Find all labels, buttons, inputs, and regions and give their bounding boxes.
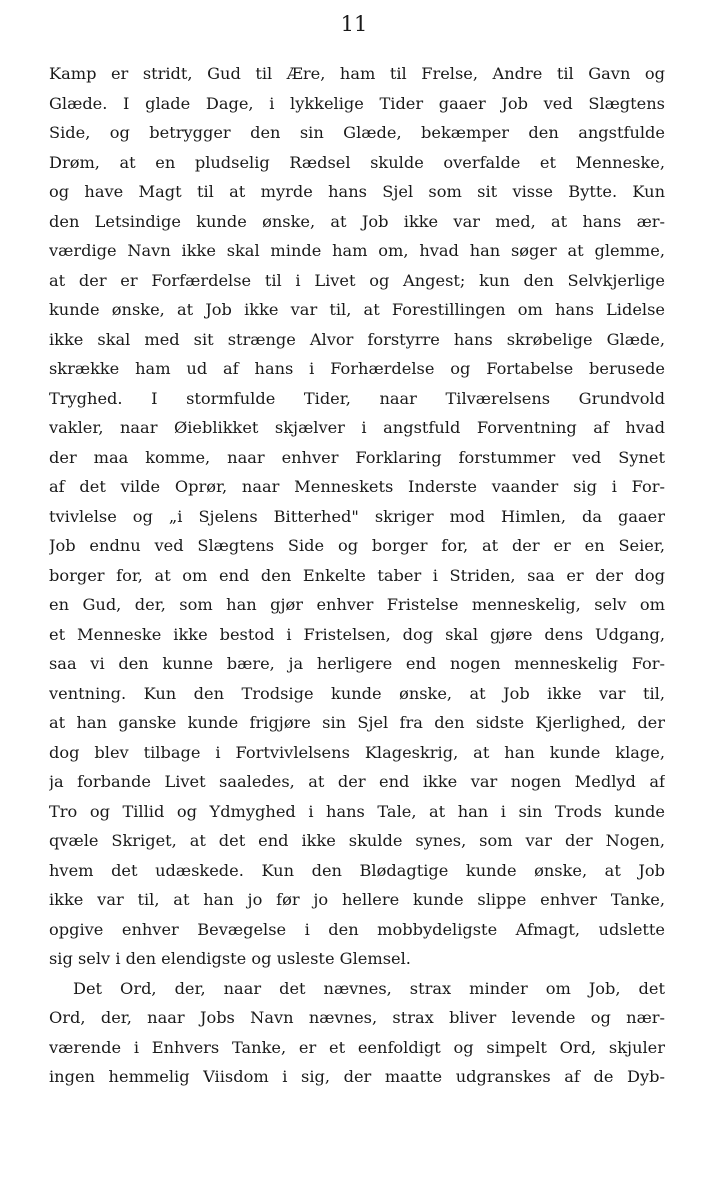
text-line: Drøm, at en pludselig Rædsel skulde overfalde et Menneske, — [49, 152, 665, 172]
text-line: ikke var til, at han jo før jo hellere kunde slippe enhver Tanke, — [49, 890, 665, 909]
text-line: kunde ønske, at Job ikke var til, at Forestillingen om hans Lidelse — [49, 300, 665, 319]
text-line: og have Magt til at myrde hans Sjel som sit visse Bytte. Kun — [49, 182, 665, 201]
text-line: borger for, at om end den Enkelte taber i Striden, saa er der dog — [49, 565, 665, 585]
text-line: værende i Enhvers Tanke, er et eenfoldigt og simpelt Ord, skjuler — [49, 1037, 665, 1057]
text-line: ikke skal med sit strænge Alvor forstyrre hans skrøbelige Glæde, — [49, 329, 665, 349]
text-line: Tro og Tillid og Ydmyghed i hans Tale, at han i sin Trods kunde — [49, 801, 665, 821]
text-line: Tryghed. I stormfulde Tider, naar Tilværelsens Grundvold — [49, 388, 665, 408]
text-line: en Gud, der, som han gjør enhver Fristelse menneskelig, selv om — [49, 595, 665, 614]
body-text — [49, 59, 665, 1092]
page-number: 11 — [340, 12, 368, 36]
text-line: der maa komme, naar enhver Forklaring forstummer ved Synet — [49, 447, 665, 467]
text-line: ingen hemmelig Viisdom i sig, der maatte udgranskes af de Dyb- — [49, 1067, 665, 1086]
text-line: Side, og betrygger den sin Glæde, bekæmper den angstfulde — [49, 123, 665, 142]
text-line: tvivlelse og „i Sjelens Bitterhed" skriger mod Himlen, da gaaer — [49, 506, 665, 526]
text-line: dog blev tilbage i Fortvivlelsens Klageskrig, at han kunde klage, — [49, 742, 665, 762]
text-line: at han ganske kunde frigjøre sin Sjel fra den sidste Kjerlighed, der — [49, 713, 665, 732]
text-line: af det vilde Oprør, naar Menneskets Inderste vaander sig i For- — [49, 477, 665, 496]
text-line: hvem det udæskede. Kun den Blødagtige kunde ønske, at Job — [49, 860, 665, 880]
text-line: skrække ham ud af hans i Forhærdelse og Fortabelse berusede — [49, 359, 665, 378]
text-line: ventning. Kun den Trodsige kunde ønske, at Job ikke var til, — [49, 683, 665, 703]
text-line: Ord, der, naar Jobs Navn nævnes, strax bliver levende og nær- — [49, 1008, 665, 1027]
text-line: værdige Navn ikke skal minde ham om, hvad han søger at glemme, — [49, 241, 665, 260]
text-line: Job endnu ved Slægtens Side og borger for, at der er en Seier, — [49, 536, 665, 555]
text-line-paragraph-start: Det Ord, der, naar det nævnes, strax minder om Job, det — [73, 978, 665, 998]
text-line-paragraph-end: sig selv i den elendigste og usleste Glemsel. — [49, 949, 411, 968]
text-line: vakler, naar Øieblikket skjælver i angstfuld Forventning af hvad — [49, 418, 665, 437]
text-line: Glæde. I glade Dage, i lykkelige Tider gaaer Job ved Slægtens — [49, 93, 665, 113]
text-line: ja forbande Livet saaledes, at der end ikke var nogen Medlyd af — [49, 772, 665, 791]
text-line: at der er Forfærdelse til i Livet og Angest; kun den Selvkjerlige — [49, 270, 665, 290]
text-line: den Letsindige kunde ønske, at Job ikke var med, at hans ær- — [49, 211, 665, 231]
text-line: qvæle Skriget, at det end ikke skulde synes, som var der Nogen, — [49, 831, 665, 850]
text-line: et Menneske ikke bestod i Fristelsen, dog skal gjøre dens Udgang, — [49, 624, 665, 644]
text-line: saa vi den kunne bære, ja herligere end nogen menneskelig For- — [49, 654, 665, 673]
text-line: opgive enhver Bevægelse i den mobbydeligste Afmagt, udslette — [49, 919, 665, 939]
text-line: Kamp er stridt, Gud til Ære, ham til Frelse, Andre til Gavn og — [49, 64, 665, 83]
